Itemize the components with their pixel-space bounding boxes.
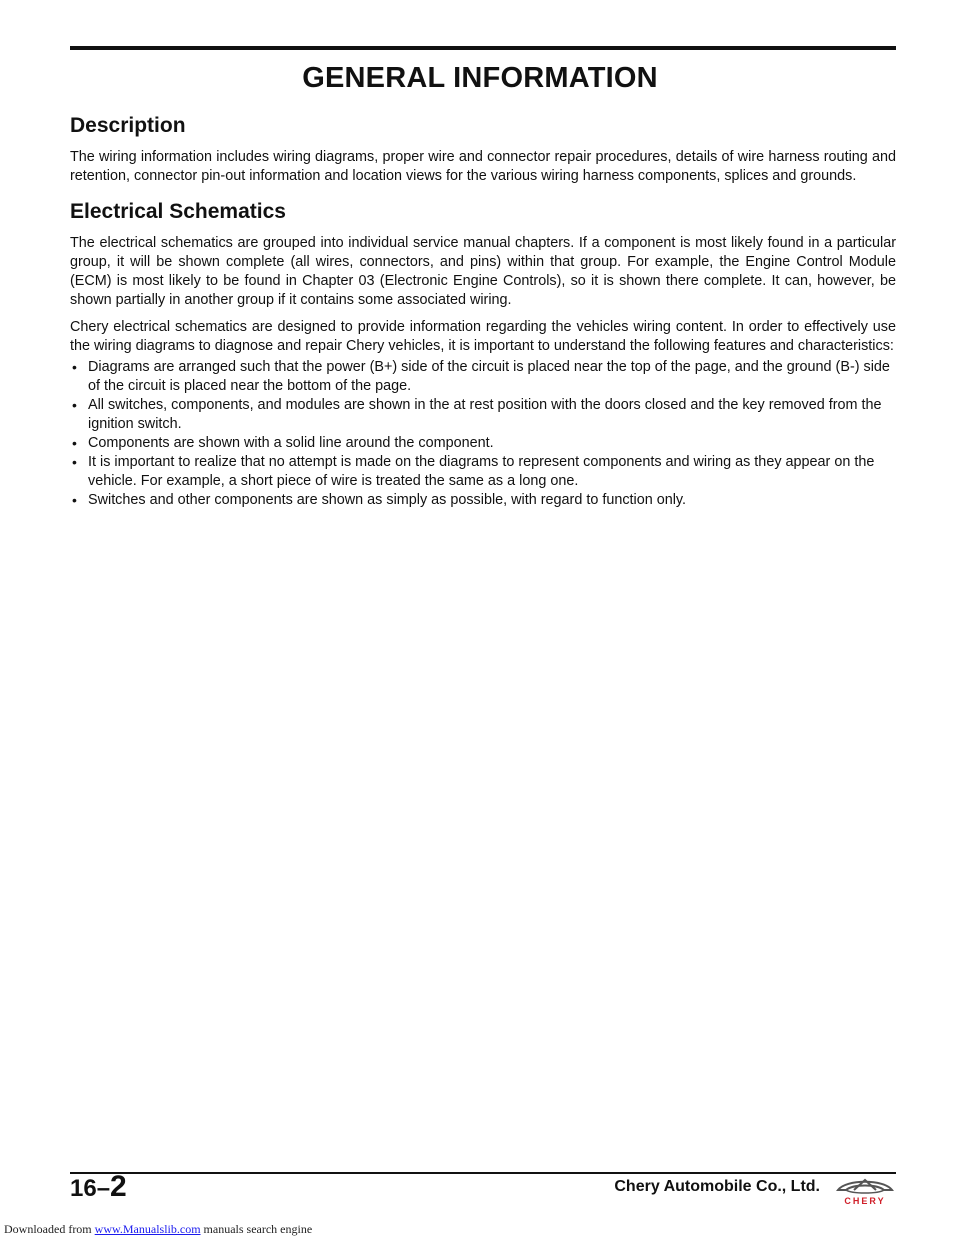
bullet-icon: • [72,492,77,508]
page-number [70,1170,127,1203]
list-item-text: All switches, components, and modules are shown in the at rest position with the doors closed and the key removed from the ignition switch. [88,397,882,432]
section-heading-description: Description [70,114,186,137]
page-content [70,112,896,510]
list-item [70,491,896,510]
list-item [70,453,896,491]
footer-rule [70,1172,896,1174]
feature-list [70,358,896,510]
download-prefix: Downloaded from [4,1222,95,1236]
bullet-icon: • [72,359,77,375]
list-item-text: It is important to realize that no attempt is made on the diagrams to represent components and wiring as they appear on the vehicle. For example, a short piece of wire is treated the same as a long one. [88,454,875,489]
chapter-number: 16– [70,1175,111,1202]
schematics-paragraph-2: Chery electrical schematics are designed to provide information regarding the vehicles wiring content. In order to effectively use the wiring diagrams to diagnose and repair Chery vehicles, it is important to understand the following features and characteristics: [70,319,896,354]
list-item-text: Diagrams are arranged such that the power (B+) side of the circuit is placed near the top of the page, and the ground (B-) side of the circuit is placed near the bottom of the page. [88,359,890,394]
page-title: GENERAL INFORMATION [302,62,658,94]
page-index: 2 [110,1170,127,1203]
list-item-text: Components are shown with a solid line around the component. [88,435,494,451]
list-item [70,434,896,453]
bullet-icon: • [72,454,77,470]
description-paragraph: The wiring information includes wiring diagrams, proper wire and connector repair procedures, details of wire harness routing and retention, connector pin-out information and location views for the various wiring harness components, splices and grounds. [70,149,896,184]
download-notice [4,1222,312,1237]
bullet-icon: • [72,435,77,451]
list-item [70,358,896,396]
list-item [70,396,896,434]
list-item-text: Switches and other components are shown as simply as possible, with regard to function only. [88,492,687,508]
bullet-icon: • [72,397,77,413]
top-rule [70,46,896,50]
manualslib-link[interactable]: www.Manualslib.com [94,1222,201,1236]
section-heading-electrical-schematics: Electrical Schematics [70,200,286,223]
schematics-paragraph-1: The electrical schematics are grouped into individual service manual chapters. If a component is most likely found in a particular group, it will be shown complete (all wires, connectors, and pins) within that group. For example, the Engine Control Module (ECM) is most likely to be found in Chapter 03 (Electronic Engine Controls), so it is shown there complete. It can, however, be shown partially in another group if it contains some associated wiring. [70,235,896,308]
chery-logo-icon [832,1176,898,1206]
logo-text: CHERY [844,1196,886,1206]
download-suffix: manuals search engine [200,1222,313,1236]
company-name: Chery Automobile Co., Ltd. [614,1178,820,1195]
